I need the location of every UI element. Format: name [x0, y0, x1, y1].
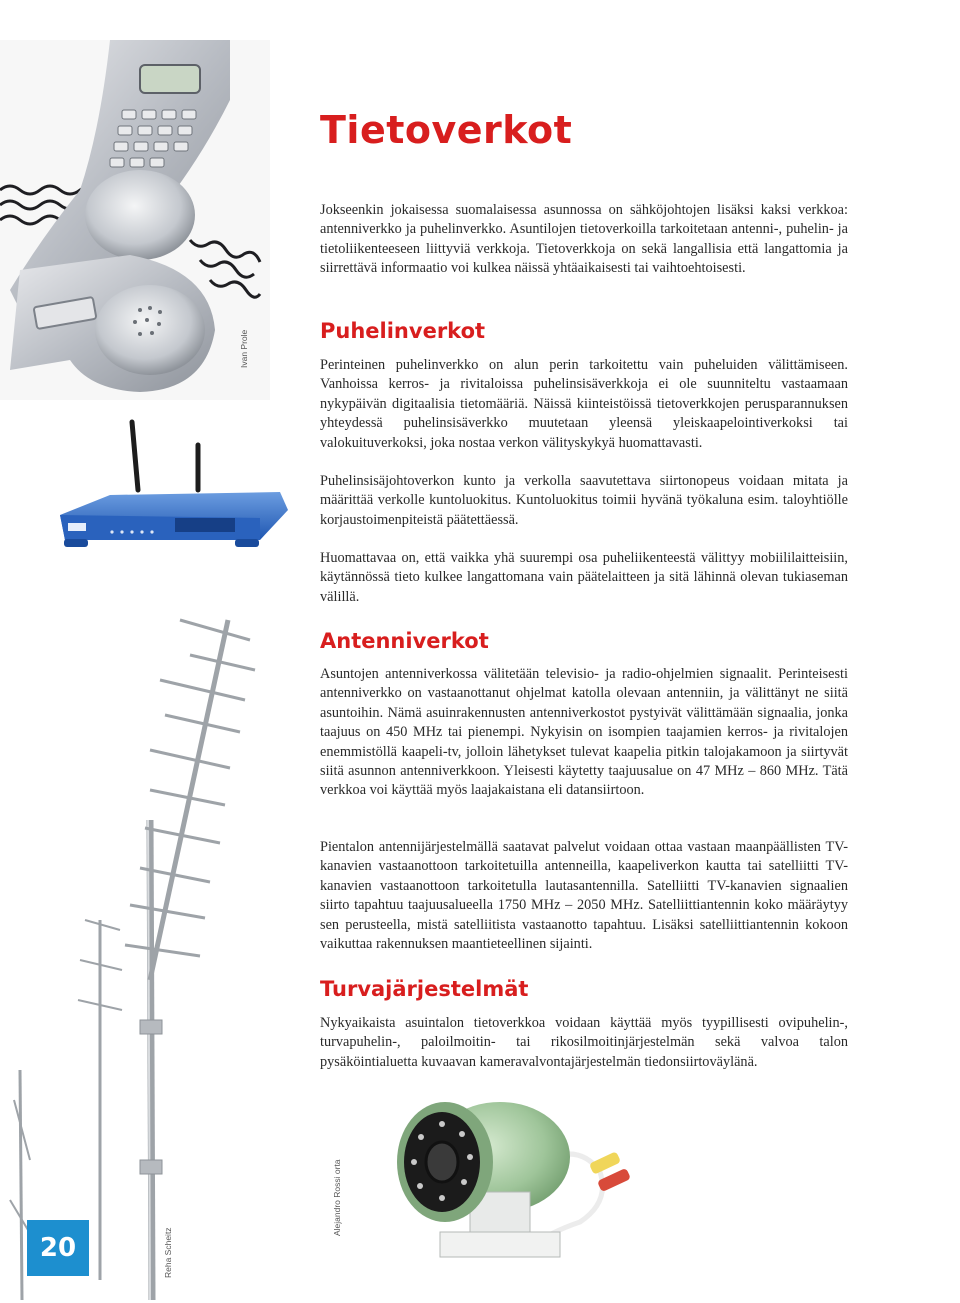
- antenna-paragraph-2: Pientalon antennijärjestelmällä saatavat palvelut voidaan ottaa vastaan maanpäällisten TV-kanavien vastaanottoon tarkoitetuilla antenneilla, kaapeliverkon kautta tai satelliitti TV-kanavien vastaanottoon tarkoitetulla lautasantennilla. Satelliitti TV-kanavien signaalien siirto tapahtuu taajuusalueella 1750 MHz – 2050 MHz. Satelliittiantennin koko määräytyy sen perusteella, mistä satelliitista vastaanotto tapahtuu. Lisäksi satelliittiantennin kokoon vaikuttaa rakennuksen maantieteellinen sijainti.: [320, 839, 848, 953]
- router-photo: [50, 410, 290, 570]
- intro-paragraph: Jokseenkin jokaisessa suomalaisessa asunnossa on sähköjohtojen lisäksi kaksi verkkoa: antenniverkko ja puhelinverkko. Asuntilojen tietoverkoilla tarkoitetaan antenni-, puhelin- ja tietoliikenteeseen liittyviä verkkoja. Tietoverkkoja on sekä langallisia että langattomia ja siirrettävä informaatio voi kulkea näissä yhtäaikaisesti tai vaihtoehtoisesti.: [320, 202, 848, 277]
- security-paragraph: Nykyaikaista asuintalon tietoverkkoa voidaan käyttää myös tyypillisesti ovipuhelin-, turvapuhelin-, paloilmoitin- tai rikosilmoitinjärjestelmän sekä valvoa talon pysäköintialuetta kuvaavan kameravalvontajärjestelmän tiedonsiirtoväylänä.: [320, 1015, 848, 1070]
- photo-credit-camera: Alejandro Rossi orta: [332, 1159, 342, 1236]
- antenna-paragraph-1: Asuntojen antenniverkossa välitetään televisio- ja radio-ohjelmien signaalit. Perinteisesti antenniverkko on vastaanottanut ohjelmat katolla olevaan antenniin, ja välittänyt ne siitä asuntoihin. Nämä asuinrakennusten antenniverkostot pystyivät välittämään signaalia, jonka taajuus on 450 MHz tai pienempi. Nykyisin on isompien taajamien kerros- ja rivitalojen enemmistöllä kaapeli-tv, jolloin lähetykset tulevat kaapelia pitkin talojakamoon ja siirtyvät siitä asunnon antenniverkkoon. Yleisesti käytetty taajuusalue on 47 MHz – 860 MHz. Tätä verkkoa voi käyttää myös laajakaistana eli datansiirtoon.: [320, 666, 848, 799]
- heading-antenniverkot: Antenniverkot: [320, 629, 489, 653]
- camera-photo: [320, 1082, 660, 1267]
- page-title: Tietoverkot: [320, 108, 573, 152]
- heading-turvajarjestelmat: Turvajärjestelmät: [320, 977, 529, 1001]
- page-number: 20: [27, 1220, 89, 1276]
- phone-paragraph-1: Perinteinen puhelinverkko on alun perin tarkoitettu vain puheluiden välittämiseen. Vanhoissa kerros- ja rivitaloissa puhelinsisäverkkoja ei ole suunniteltu vastaamaan nykypäivän digitaalisia tietomääriä. Näissä kiinteistöissä tietoverkkojen perusparannuksen yhteydessä puhelinsisäverkko muutetaan yleensä yleiskaapelointiverkoksi tai valokuituverkoksi, joka nostaa verkon välityskykyä huomattavasti.: [320, 357, 848, 451]
- telephone-photo: [0, 40, 270, 400]
- phone-paragraph-3: Huomattavaa on, että vaikka yhä suurempi osa puheliikenteestä välittyy mobiililaitteisiin, käytännössä tieto kulkee langattomana vain päätelaitteen ja sitä lähinnä olevan tukiaseman välillä.: [320, 550, 848, 605]
- photo-credit-phone: Ivan Prole: [239, 329, 249, 368]
- phone-paragraph-2: Puhelinsisäjohtoverkon kunto ja verkolla saavutettava siirtonopeus voidaan mitata ja määrittää verkolle kuntoluokitus. Kuntoluokitus toimii hyvänä työkaluna esim. taloyhtiölle korjaustoimenpiteistä päätettäessä.: [320, 473, 848, 528]
- heading-puhelinverkot: Puhelinverkot: [320, 319, 486, 343]
- photo-credit-antenna: Reha Scheitz: [163, 1227, 173, 1278]
- antenna-photo: [0, 600, 300, 1300]
